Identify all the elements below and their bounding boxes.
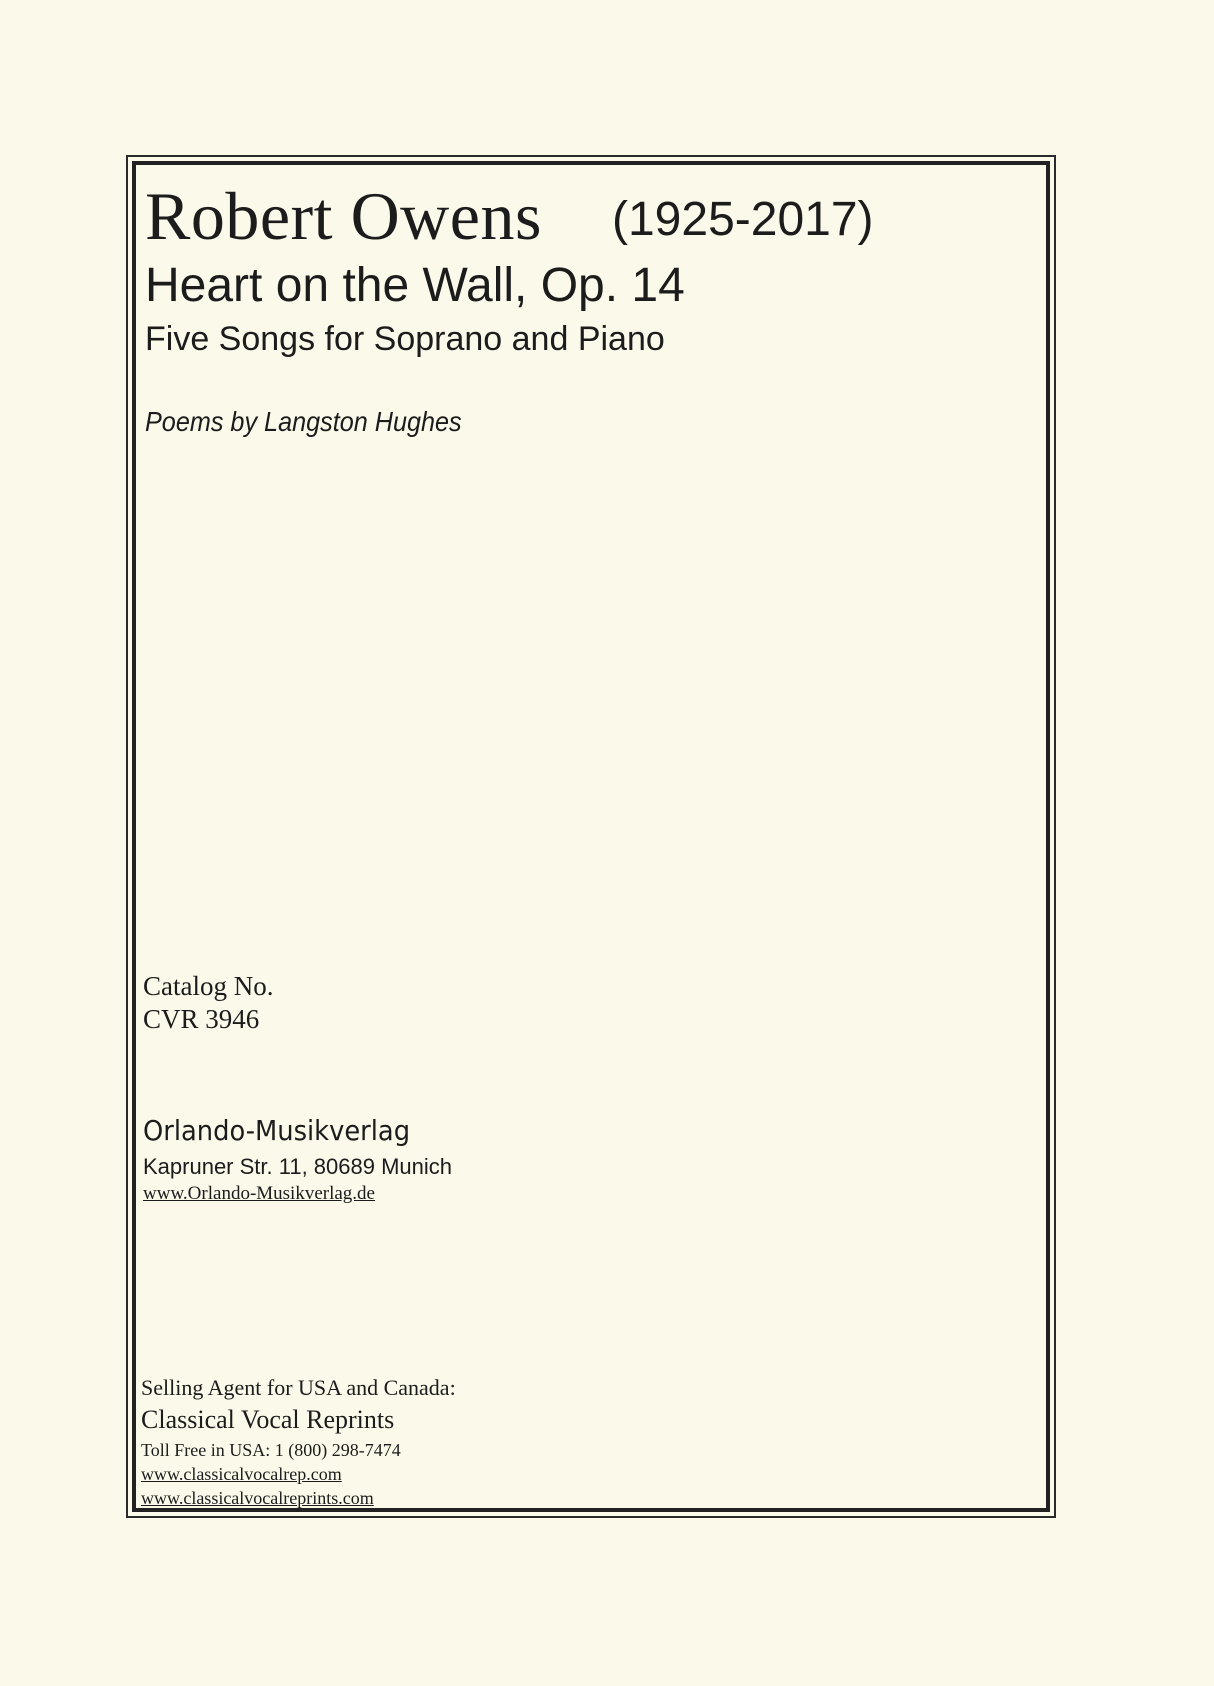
agent-url-link-1[interactable]: www.classicalvocalrep.com xyxy=(141,1464,342,1484)
publisher-address: Kapruner Str. 11, 80689 Munich xyxy=(143,1154,453,1179)
selling-agent-label: Selling Agent for USA and Canada: xyxy=(141,1375,456,1400)
agent-url-link-2[interactable]: www.classicalvocalreprints.com xyxy=(141,1488,374,1508)
page-border-inner xyxy=(132,161,1050,1512)
toll-free-number: Toll Free in USA: 1 (800) 298-7474 xyxy=(141,1440,401,1460)
publisher-name: Orlando-Musikverlag xyxy=(143,1114,411,1147)
catalog-label: Catalog No. xyxy=(143,971,274,1001)
work-subtitle: Five Songs for Soprano and Piano xyxy=(145,320,665,358)
selling-agent-name: Classical Vocal Reprints xyxy=(141,1405,395,1434)
publisher-url-link[interactable]: www.Orlando-Musikverlag.de xyxy=(143,1183,375,1204)
catalog-number: CVR 3946 xyxy=(143,1004,260,1034)
composer-dates: (1925-2017) xyxy=(612,193,874,246)
poet-credit: Poems by Langston Hughes xyxy=(145,406,462,437)
work-title: Heart on the Wall, Op. 14 xyxy=(145,259,685,312)
composer-name: Robert Owens xyxy=(145,178,542,254)
